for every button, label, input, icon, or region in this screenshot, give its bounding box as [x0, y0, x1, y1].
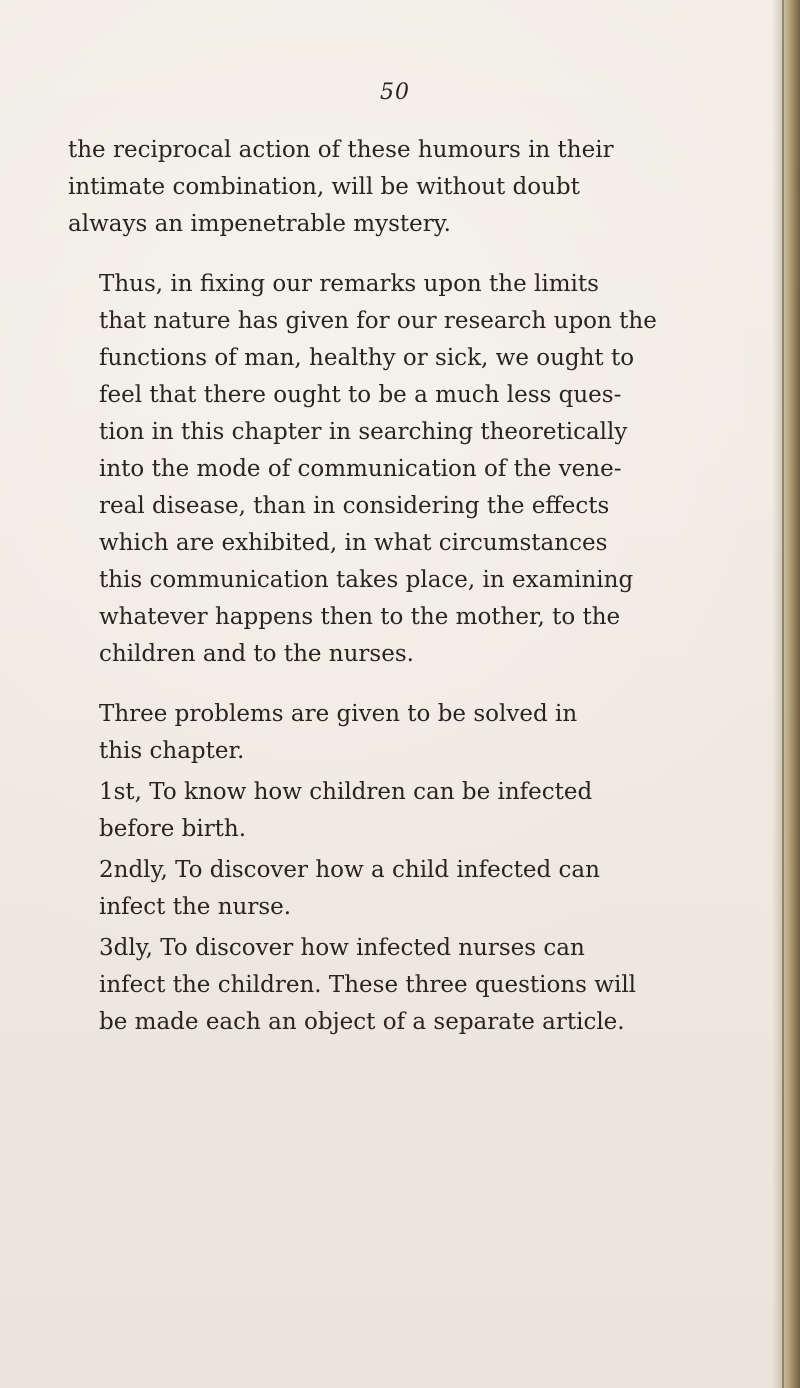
- text-line: functions of man, healthy or sick, we ought to: [99, 345, 635, 371]
- text-line: Three problems are given to be solved in: [99, 701, 578, 727]
- text-line: which are exhibited, in what circumstances: [99, 530, 608, 556]
- paragraph-1: [68, 132, 688, 243]
- text-line: tion in this chapter in searching theoretically: [99, 419, 628, 445]
- page-body: [68, 132, 688, 1041]
- text-line: always an impenetrable mystery.: [68, 211, 451, 237]
- text-line: this communication takes place, in examining: [99, 567, 634, 593]
- page-number: 50: [380, 80, 410, 105]
- text-line: 2ndly, To discover how a child infected can: [99, 857, 600, 883]
- text-line: into the mode of communication of the vene-: [99, 456, 622, 482]
- text-line: this chapter.: [99, 738, 245, 764]
- text-line: children and to the nurses.: [99, 641, 414, 667]
- text-line: infect the children. These three questions will: [99, 972, 637, 998]
- text-line: Thus, in fixing our remarks upon the limits: [99, 271, 599, 297]
- paragraph-3: [68, 696, 688, 770]
- text-line: that nature has given for our research upon the: [99, 308, 657, 334]
- text-line: whatever happens then to the mother, to the: [99, 604, 621, 630]
- paragraph-2: [68, 266, 688, 673]
- text-line: feel that there ought to be a much less ques-: [99, 382, 622, 408]
- text-line: infect the nurse.: [99, 894, 292, 920]
- text-line: intimate combination, will be without doubt: [68, 174, 580, 200]
- text-line: before birth.: [99, 816, 247, 842]
- paragraph-5: [68, 852, 688, 926]
- text-line: be made each an object of a separate article.: [99, 1009, 625, 1035]
- text-line: 3dly, To discover how infected nurses can: [99, 935, 585, 961]
- paragraph-4: [68, 774, 688, 848]
- text-line: 1st, To know how children can be infected: [99, 779, 593, 805]
- text-line: the reciprocal action of these humours in their: [68, 137, 614, 163]
- page-edge-shadow: [772, 0, 800, 1388]
- paragraph-6: [68, 930, 688, 1041]
- text-line: real disease, than in considering the effects: [99, 493, 610, 519]
